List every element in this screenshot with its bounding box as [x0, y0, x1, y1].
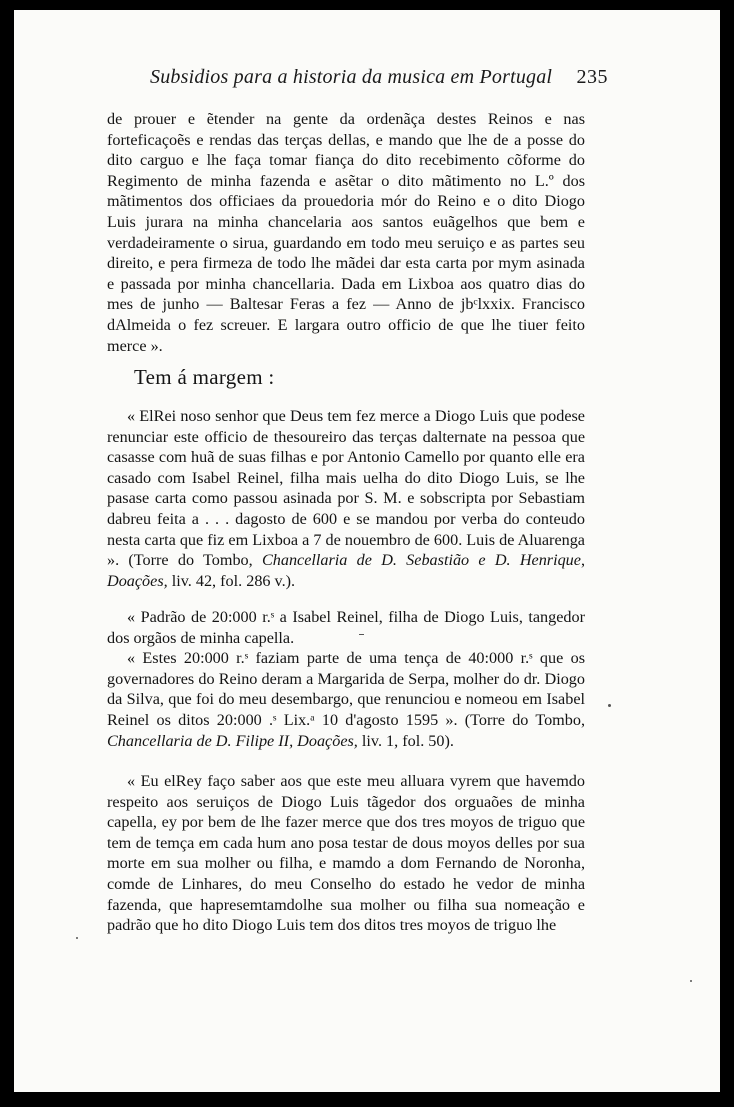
paragraph-2-tail: liv. 42, fol. 286 v.). [167, 571, 296, 590]
running-title: Subsidios para a historia da musica em Portugal [150, 66, 553, 88]
scan-speck [76, 937, 78, 939]
paragraph-3-line-b [107, 648, 585, 751]
page-header [150, 66, 608, 96]
paragraph-4-text: « Eu elRey faço saber aos que este meu alluara vyrem que havemdo respeito aos seruiços de Diogo Luis tãgedor dos orguaões de minha capella, ey por bem de lhe fazer merce que dos tres moyos de triguo que tem de temça em cada hum ano posa testar de dous moyos delles por sua morte em sua molher ou filha, e mamdo a dom Fernando de Noronha, comde de Linhares, do meu Conselho do estado he vedor de minha fazenda, que hapresemtamdolhe sua molher ou filha sua nomeação e padrão que ho dito Diogo Luis tem dos ditos tres moyos de triguo lhe [107, 772, 585, 935]
paragraph-3-source-italic: Chancellaria de D. Filipe II, Doações, [107, 731, 358, 750]
paragraph-1 [107, 109, 585, 356]
paragraph-3 [107, 607, 585, 751]
paragraph-2-source-italic-2: Doações, [107, 571, 168, 590]
page-number: 235 [576, 66, 608, 88]
scan-speck [608, 704, 611, 707]
section-heading: Tem á margem : [134, 365, 275, 389]
paragraph-3-line-a: « Padrão de 20:000 r.ˢ a Isabel Reinel, filha de Diogo Luis, tangedor dos orgãos de minha capella. [107, 608, 585, 647]
paragraph-2 [107, 406, 585, 591]
scan-speck [359, 634, 364, 635]
paragraph-2-source-italic-1: Chancellaria de D. Sebastião e D. Henrique [261, 551, 581, 570]
document-page [14, 10, 720, 1092]
paragraph-4 [107, 771, 585, 936]
paragraph-3-tail: liv. 1, fol. 50). [357, 731, 454, 750]
paragraph-2-text [107, 406, 585, 591]
paragraph-2-body: « ElRei noso senhor que Deus tem fez merce a Diogo Luis que podese renunciar este officio de thesoureiro das terças dalternate na pessoa que casasse com huã de suas filhas e por Antonio Camello por quanto elle era casado com Isabel Reinel, filha mais uelha do dito Diogo Luis, se lhe pasase carta como passou asinada por S. M. e sobscripta por Sebastiam dabreu feita a . . . dagosto de 600 e se mandou por verba do conteudo nesta carta que fiz em Lixboa a 7 de nouembro de 600. Luis de Aluarenga ». (Torre do Tombo, [107, 407, 585, 570]
scan-speck [690, 980, 692, 982]
paragraph-3-body: « Estes 20:000 r.ˢ faziam parte de uma tença de 40:000 r.ˢ que os governadores do Reino deram a Margarida de Serpa, molher do dr. Diogo da Silva, que foi do meu desembargo, que renunciou e nomeou em Isabel Reinel os ditos 20:000 .ˢ Lix.ᵃ 10 d'agosto 1595 ». (Torre do Tombo, [107, 649, 585, 729]
paragraph-1-text: de prouer e ẽtender na gente da ordenãça destes Reinos e nas forteficaçoẽs e rendas das terças dellas, e mando que lhe de a posse do dito carguo e lhe faça tomar fiança do dito recebimento cõforme do Regimento de minha fazenda e asẽtar o dito mãtimento no L.º dos mãtimentos dos officiaes da prouedoria mór do Reino e o dito Diogo Luis jurara na minha chancelaria aos santos euãgelhos que bem e verdadeiramente o sirua, guardando em todo meu seruiço e as partes seu direito, e pera firmeza de todo lhe mãdei dar esta carta por mym asinada e passada por minha chancellaria. Dada em Lixboa aos quatro dias do mes de junho — Baltesar Feras a fez — Anno de jbᶜlxxix. Francisco dAlmeida o fez screuer. E largara outro officio de que lhe tiuer feito merce ». [107, 110, 585, 355]
paragraph-2-separator: , [580, 551, 586, 570]
